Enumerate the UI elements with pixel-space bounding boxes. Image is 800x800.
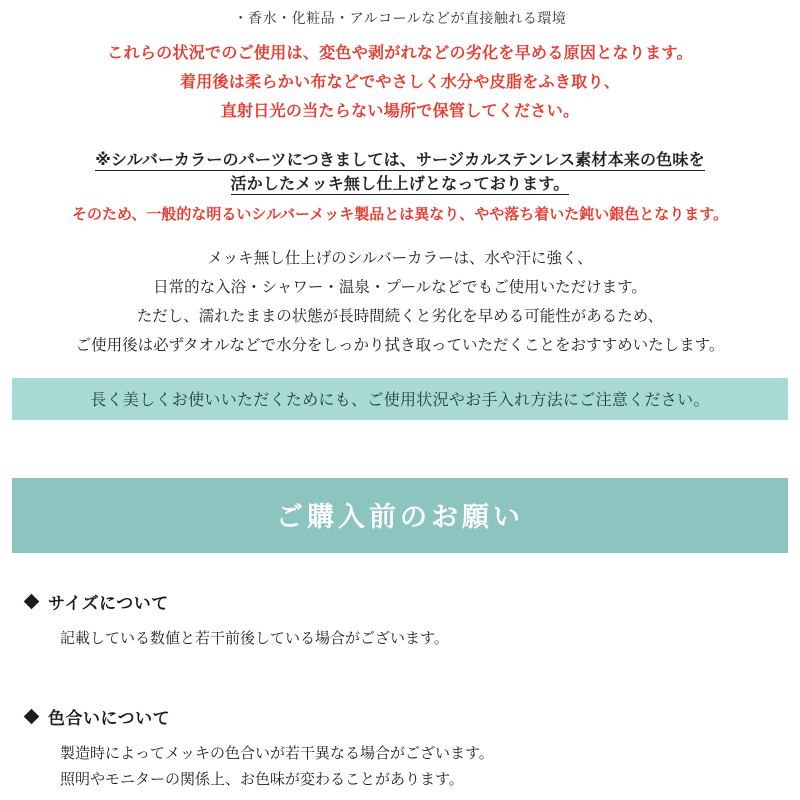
silver-head-text-1: ※シルバーカラーのパーツにつきましては、サージカルステンレス素材本来の色味を	[95, 152, 705, 169]
section-heading-purchase-request: ご購入前のお願い	[12, 478, 788, 553]
list-item-color	[26, 704, 774, 794]
silver-body-line-3: ただし、濡れたままの状態が長時間続くと劣化を早める可能性があるため、	[136, 308, 664, 325]
item-title-size	[26, 589, 774, 614]
top-note-line: ・香水・化粧品・アルコールなどが直接触れる環境	[233, 10, 567, 26]
item-title-text-size: サイズについて	[48, 593, 169, 613]
item-title-color	[26, 704, 774, 729]
silver-sub-line: そのため、一般的な明るいシルバーメッキ製品とは異なり、やや落ち着いた鈍い銀色となります。	[71, 206, 729, 223]
silver-head-text-2: 活かしたメッキ無し仕上げとなっております。	[230, 176, 570, 193]
warning-line-3: 直射日光の当たらない場所で保管してください。	[220, 103, 580, 120]
silver-head-line-1	[0, 149, 800, 173]
silver-color-block	[0, 149, 800, 227]
silver-body-line-2: 日常的な入浴・シャワー・温泉・プールなどでもご使用いただけます。	[153, 278, 647, 296]
item-body-color	[26, 741, 774, 794]
item-title-text-color: 色合いについて	[48, 708, 171, 728]
silver-body-line-4: ご使用後は必ずタオルなどで水分をしっかり拭き取っていただくことをおすすめいたします。	[75, 337, 725, 355]
item-body-line-color-1: 製造時によってメッキの色合いが若干異なる場合がございます。	[60, 744, 494, 762]
highlight-band: 長く美しくお使いいただくためにも、ご使用状況やお手入れ方法にご注意ください。	[12, 378, 788, 420]
warning-line-1: これらの状況でのご使用は、変色や剥がれなどの劣化を早める原因となります。	[107, 45, 693, 62]
notice-item-list	[0, 589, 800, 794]
list-item-size	[26, 589, 774, 652]
item-body-line-size-1: 記載している数値と若干前後している場合がございます。	[60, 629, 449, 647]
item-body-size	[26, 626, 774, 652]
silver-head-line-2	[0, 173, 800, 197]
diamond-bullet-icon	[24, 708, 40, 724]
diamond-bullet-icon	[24, 593, 40, 609]
silver-body-line-1: メッキ無し仕上げのシルバーカラーは、水や汗に強く、	[207, 249, 593, 267]
silver-body-block	[0, 247, 800, 358]
warning-line-2: 着用後は柔らかい布などでやさしく水分や皮脂をふき取り、	[179, 74, 621, 91]
warning-block	[0, 42, 800, 124]
item-body-line-color-2: 照明やモニターの関係上、お色味が変わることがあります。	[60, 771, 464, 788]
